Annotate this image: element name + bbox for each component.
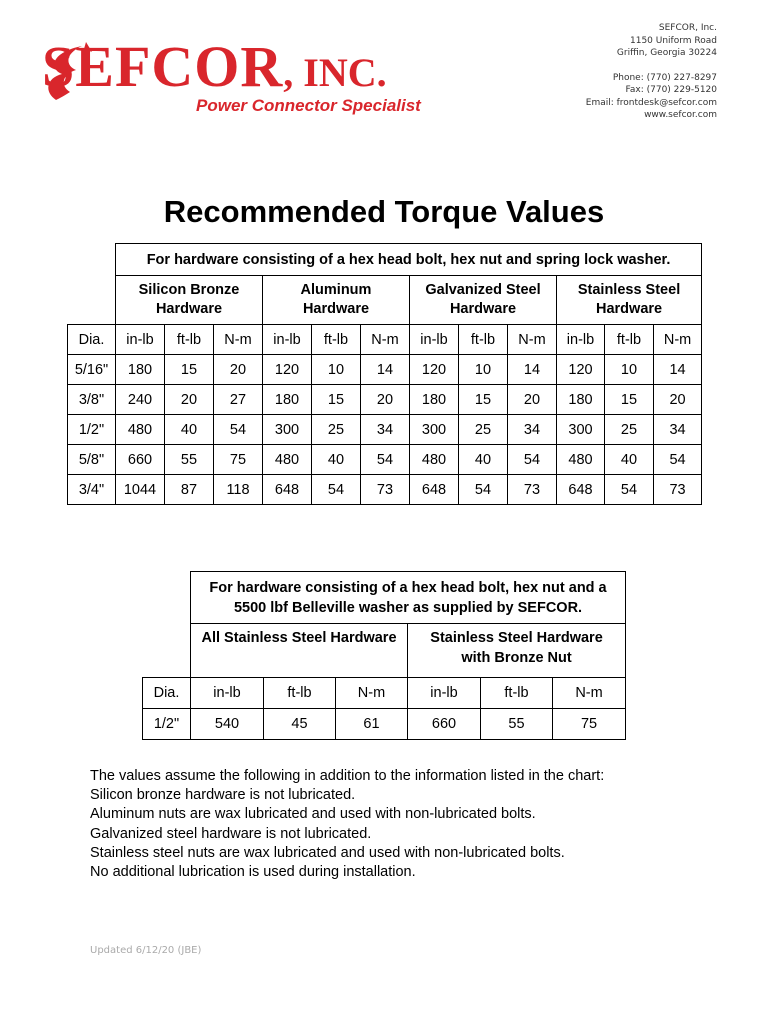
value-cell: 15	[459, 385, 508, 415]
value-cell: 61	[336, 709, 408, 740]
value-cell: 20	[361, 385, 410, 415]
dia-cell: 3/4"	[68, 475, 116, 505]
torque-table-spring-washer	[67, 243, 702, 505]
value-cell: 660	[116, 445, 165, 475]
unit-header: in-lb	[116, 325, 165, 355]
value-cell: 480	[116, 415, 165, 445]
value-cell: 1044	[116, 475, 165, 505]
value-cell: 120	[557, 355, 605, 385]
dia-cell: 1/2"	[143, 709, 191, 740]
value-cell: 480	[410, 445, 459, 475]
value-cell: 180	[410, 385, 459, 415]
value-cell: 10	[605, 355, 654, 385]
unit-header: N-m	[361, 325, 410, 355]
value-cell: 27	[214, 385, 263, 415]
value-cell: 54	[361, 445, 410, 475]
table1-group-aluminum: Aluminum Hardware	[263, 276, 410, 325]
table-row	[68, 355, 702, 385]
value-cell: 15	[312, 385, 361, 415]
value-cell: 14	[508, 355, 557, 385]
value-cell: 54	[508, 445, 557, 475]
value-cell: 73	[508, 475, 557, 505]
note-line: No additional lubrication is used during installation.	[90, 864, 416, 881]
table-row	[143, 709, 626, 740]
value-cell: 180	[557, 385, 605, 415]
table1-group-galvanized-steel: Galvanized Steel Hardware	[410, 276, 557, 325]
unit-header: in-lb	[410, 325, 459, 355]
unit-header: in-lb	[408, 678, 481, 709]
note-line: The values assume the following in addition to the information listed in the chart:	[90, 768, 605, 784]
assumption-notes	[90, 767, 604, 882]
table1-title: For hardware consisting of a hex head bolt, hex nut and spring lock washer.	[116, 244, 702, 276]
value-cell: 15	[165, 355, 214, 385]
value-cell: 300	[557, 415, 605, 445]
value-cell: 40	[312, 445, 361, 475]
table1-group-stainless-steel: Stainless Steel Hardware	[557, 276, 702, 325]
value-cell: 648	[410, 475, 459, 505]
dia-cell: 1/2"	[68, 415, 116, 445]
contact-city: Griffin, Georgia 30224	[616, 48, 717, 58]
value-cell: 73	[654, 475, 702, 505]
table2-group-all-stainless: All Stainless Steel Hardware	[191, 624, 408, 678]
value-cell: 34	[508, 415, 557, 445]
contact-name: SEFCOR, Inc.	[658, 23, 717, 33]
value-cell: 660	[408, 709, 481, 740]
value-cell: 540	[191, 709, 264, 740]
note-line: Silicon bronze hardware is not lubricated.	[90, 787, 356, 804]
value-cell: 20	[214, 355, 263, 385]
table-row	[68, 445, 702, 475]
value-cell: 40	[605, 445, 654, 475]
value-cell: 45	[264, 709, 336, 740]
page-title: Recommended Torque Values	[163, 194, 605, 229]
value-cell: 240	[116, 385, 165, 415]
value-cell: 54	[654, 445, 702, 475]
value-cell: 10	[459, 355, 508, 385]
value-cell: 120	[263, 355, 312, 385]
table-row	[68, 385, 702, 415]
contact-phone: Phone: (770) 227-8297	[612, 72, 717, 83]
unit-header: N-m	[508, 325, 557, 355]
value-cell: 75	[553, 709, 626, 740]
value-cell: 180	[263, 385, 312, 415]
unit-header: N-m	[214, 325, 263, 355]
value-cell: 34	[654, 415, 702, 445]
value-cell: 10	[312, 355, 361, 385]
contact-fax: Fax: (770) 229-5120	[625, 85, 717, 95]
unit-header: N-m	[654, 325, 702, 355]
value-cell: 40	[459, 445, 508, 475]
value-cell: 480	[263, 445, 312, 475]
torque-table-belleville-washer	[142, 571, 626, 740]
value-cell: 54	[312, 475, 361, 505]
value-cell: 300	[410, 415, 459, 445]
unit-header: N-m	[553, 678, 626, 709]
note-line: Galvanized steel hardware is not lubricated.	[90, 825, 372, 842]
value-cell: 300	[263, 415, 312, 445]
value-cell: 15	[605, 385, 654, 415]
value-cell: 75	[214, 445, 263, 475]
value-cell: 55	[165, 445, 214, 475]
table2-dia-header: Dia.	[143, 678, 191, 709]
contact-website: www.sefcor.com	[644, 110, 717, 120]
value-cell: 54	[605, 475, 654, 505]
value-cell: 40	[165, 415, 214, 445]
table1-dia-header: Dia.	[68, 325, 116, 355]
value-cell: 20	[165, 385, 214, 415]
unit-header: in-lb	[191, 678, 264, 709]
value-cell: 180	[116, 355, 165, 385]
contact-street: 1150 Uniform Road	[630, 35, 717, 46]
unit-header: in-lb	[557, 325, 605, 355]
dia-cell: 3/8"	[68, 385, 116, 415]
logo-name: SEFCOR	[42, 34, 284, 99]
value-cell: 20	[508, 385, 557, 415]
unit-header: ft-lb	[312, 325, 361, 355]
table2-title: For hardware consisting of a hex head bolt, hex nut and a 5500 lbf Belleville washer as supplied by SEFCOR.	[191, 572, 626, 624]
note-line: Aluminum nuts are wax lubricated and used with non-lubricated bolts.	[90, 806, 536, 823]
contact-block	[586, 22, 717, 122]
table2-group-stainless-bronze-nut: Stainless Steel Hardware with Bronze Nut	[408, 624, 626, 678]
unit-header: ft-lb	[264, 678, 336, 709]
value-cell: 73	[361, 475, 410, 505]
value-cell: 20	[654, 385, 702, 415]
value-cell: 25	[312, 415, 361, 445]
updated-footer: Updated 6/12/20 (JBE)	[90, 945, 202, 956]
unit-header: ft-lb	[459, 325, 508, 355]
company-logo	[42, 32, 442, 122]
value-cell: 54	[214, 415, 263, 445]
value-cell: 14	[654, 355, 702, 385]
table-row	[68, 415, 702, 445]
value-cell: 87	[165, 475, 214, 505]
value-cell: 648	[557, 475, 605, 505]
note-line: Stainless steel nuts are wax lubricated and used with non-lubricated bolts.	[90, 844, 565, 861]
value-cell: 25	[605, 415, 654, 445]
value-cell: 54	[459, 475, 508, 505]
unit-header: ft-lb	[481, 678, 553, 709]
value-cell: 14	[361, 355, 410, 385]
unit-header: N-m	[336, 678, 408, 709]
company-tagline: Power Connector Specialist	[196, 96, 421, 115]
value-cell: 480	[557, 445, 605, 475]
value-cell: 55	[481, 709, 553, 740]
dia-cell: 5/8"	[68, 445, 116, 475]
contact-email: Email: frontdesk@sefcor.com	[585, 97, 717, 108]
table-row	[68, 475, 702, 505]
dia-cell: 5/16"	[68, 355, 116, 385]
value-cell: 120	[410, 355, 459, 385]
value-cell: 648	[263, 475, 312, 505]
table1-group-silicon-bronze: Silicon Bronze Hardware	[116, 276, 263, 325]
unit-header: in-lb	[263, 325, 312, 355]
value-cell: 34	[361, 415, 410, 445]
value-cell: 118	[214, 475, 263, 505]
logo-suffix: , INC.	[283, 50, 387, 95]
unit-header: ft-lb	[605, 325, 654, 355]
unit-header: ft-lb	[165, 325, 214, 355]
value-cell: 25	[459, 415, 508, 445]
